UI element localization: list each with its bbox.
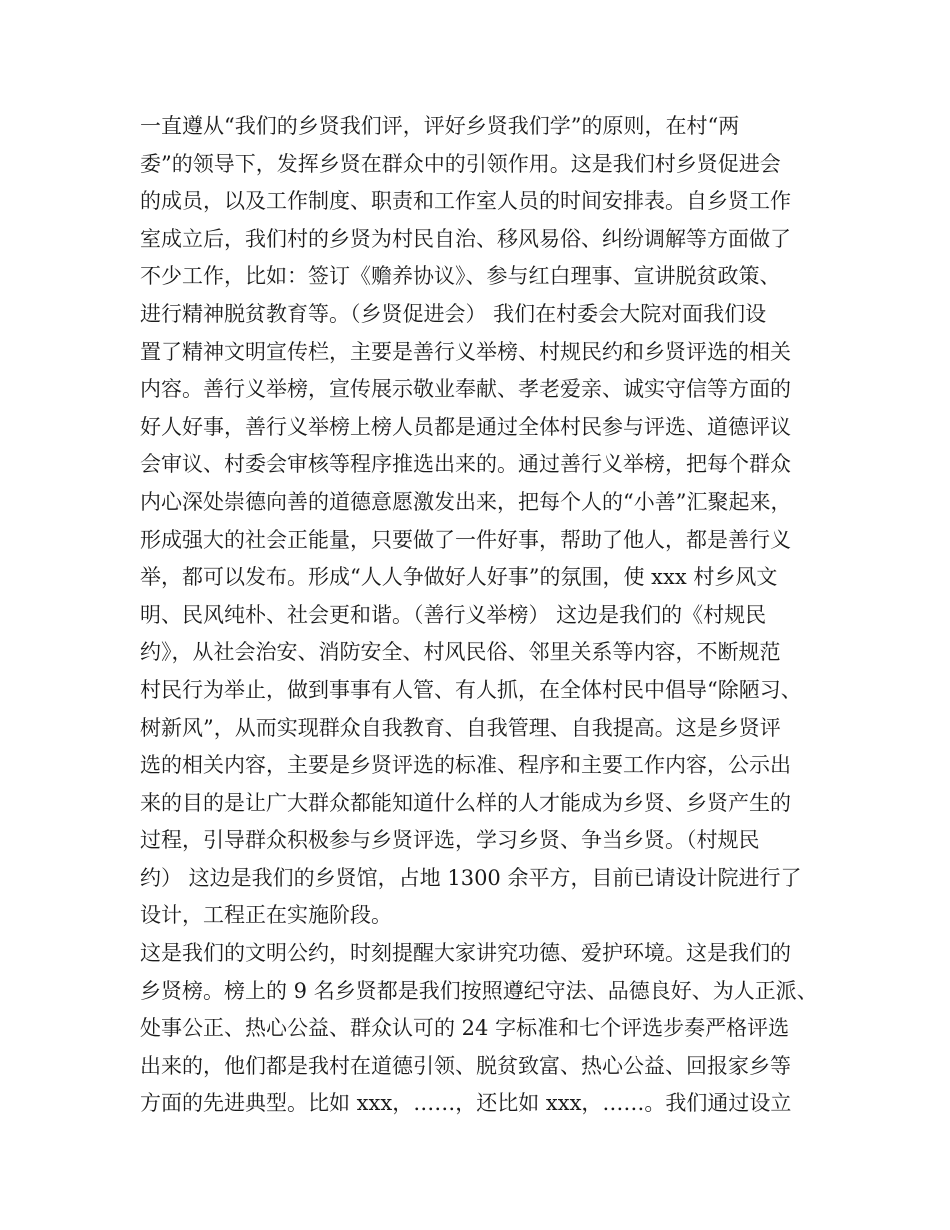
text-line: 过程，引导群众积极参与乡贤评选，学习乡贤、争当乡贤。（村规民: [140, 828, 760, 853]
text-line: 内心深处崇德向善的道德意愿激发出来，把每个人的“小善”汇聚起来，: [140, 489, 792, 514]
text-line: 委”的领导下，发挥乡贤在群众中的引领作用。这是我们村乡贤促进会: [140, 151, 781, 176]
text-line: 乡贤榜。榜上的 9 名乡贤都是我们按照遵纪守法、品德良好、为人正派、: [140, 978, 818, 1003]
document-body: [140, 108, 830, 1123]
text-line: 一直遵从“我们的乡贤我们评，评好乡贤我们学”的原则，在村“两: [140, 114, 740, 138]
text-line: 约） 这边是我们的乡贤馆，占地 1300 余平方，目前已请设计院进行了: [140, 865, 802, 890]
text-line: 形成强大的社会正能量，只要做了一件好事，帮助了他人，都是善行义: [140, 527, 791, 552]
text-line: 好人好事，善行义举榜上榜人员都是通过全体村民参与评选、道德评议: [140, 414, 791, 439]
text-line: 不少工作，比如：签订《赡养协议》、参与红白理事、宣讲脱贫政策、: [140, 264, 781, 289]
text-line: 设计，工程正在实施阶段。: [140, 903, 392, 928]
text-line: 方面的先进典型。比如 xxx，……，还比如 xxx，……。我们通过设立: [140, 1091, 792, 1116]
text-line: 明、民风纯朴、社会更和谐。（善行义举榜） 这边是我们的《村规民: [140, 602, 767, 627]
text-line: 这是我们的文明公约，时刻提醒大家讲究功德、爱护环境。这是我们的: [140, 941, 791, 966]
text-line: 出来的，他们都是我村在道德引领、脱贫致富、热心公益、回报家乡等: [140, 1053, 791, 1078]
text-line: 的成员，以及工作制度、职责和工作室人员的时间安排表。自乡贤工作: [140, 189, 791, 214]
paragraph-1: [140, 108, 830, 935]
text-line: 来的目的是让广大群众都能知道什么样的人才能成为乡贤、乡贤产生的: [140, 790, 791, 815]
text-line: 室成立后，我们村的乡贤为村民自治、移风易俗、纠纷调解等方面做了: [140, 226, 791, 251]
text-line: 约》，从社会治安、消防安全、村风民俗、邻里关系等内容，不断规范: [140, 640, 781, 665]
text-line: 选的相关内容，主要是乡贤评选的标准、程序和主要工作内容，公示出: [140, 753, 791, 778]
text-line: 会审议、村委会审核等程序推选出来的。通过善行义举榜，把每个群众: [140, 452, 791, 477]
text-line: 进行精神脱贫教育等。（乡贤促进会） 我们在村委会大院对面我们设: [140, 301, 767, 326]
text-line: 内容。善行义举榜，宣传展示敬业奉献、孝老爱亲、诚实守信等方面的: [140, 377, 791, 402]
text-line: 树新风”，从而实现群众自我教育、自我管理、自我提高。这是乡贤评: [140, 715, 781, 740]
text-line: 置了精神文明宣传栏，主要是善行义举榜、村规民约和乡贤评选的相关: [140, 339, 791, 364]
paragraph-2: [140, 935, 830, 1123]
text-line: 举，都可以发布。形成“人人争做好人好事”的氛围，使 xxx 村乡风文: [140, 565, 778, 590]
text-line: 处事公正、热心公益、群众认可的 24 字标准和七个评选步奏严格评选: [140, 1016, 790, 1041]
text-line: 村民行为举止，做到事事有人管、有人抓，在全体村民中倡导“除陋习、: [140, 677, 802, 702]
